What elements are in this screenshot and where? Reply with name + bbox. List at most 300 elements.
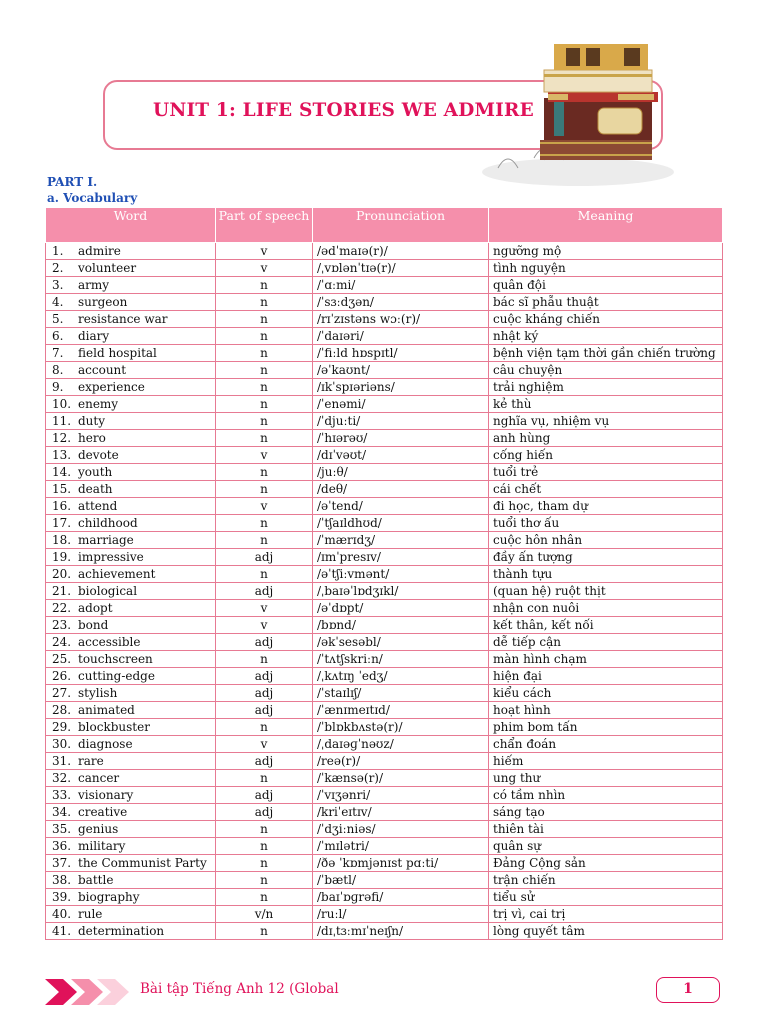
part-of-speech-cell: n [216,430,313,447]
meaning-cell: kiểu cách [489,685,723,702]
word-cell [46,872,216,889]
table-body [46,243,723,940]
row-number: 33. [52,788,72,802]
word-cell [46,736,216,753]
meaning-cell: cuộc kháng chiến [489,311,723,328]
meaning-cell: nghĩa vụ, nhiệm vụ [489,413,723,430]
table-row [46,396,723,413]
row-number: 25. [52,652,72,666]
meaning-cell: cống hiến [489,447,723,464]
pronunciation-cell: /reə(r)/ [313,753,489,770]
word-cell [46,634,216,651]
table-row [46,821,723,838]
footer-text: Bài tập Tiếng Anh 12 (Global [140,981,339,997]
pronunciation-cell: /əˈdɒpt/ [313,600,489,617]
row-number: 29. [52,720,72,734]
part-of-speech-cell: adj [216,685,313,702]
pronunciation-cell: /ˈtʌtʃskriːn/ [313,651,489,668]
word-cell [46,277,216,294]
pronunciation-cell: /ˈɑːmi/ [313,277,489,294]
column-header-part-of-speech: Part of speech [216,208,313,243]
part-of-speech-cell: v/n [216,906,313,923]
word-cell [46,617,216,634]
table-row [46,413,723,430]
row-number: 26. [52,669,72,683]
meaning-cell: tình nguyện [489,260,723,277]
meaning-cell: nhật ký [489,328,723,345]
meaning-cell: chẩn đoán [489,736,723,753]
meaning-cell: quân đội [489,277,723,294]
row-number: 39. [52,890,72,904]
word-cell [46,413,216,430]
vocabulary-table [45,207,723,940]
meaning-cell: ung thư [489,770,723,787]
word-text: genius [78,822,119,836]
word-cell [46,481,216,498]
part-of-speech-cell: v [216,617,313,634]
column-header-pronunciation: Pronunciation [313,208,489,243]
table-row [46,260,723,277]
pronunciation-cell: /ˈtʃaɪldhʊd/ [313,515,489,532]
row-number: 5. [52,312,64,326]
row-number: 35. [52,822,72,836]
word-text: attend [78,499,118,513]
chevron-arrows-icon [45,977,131,1007]
pronunciation-cell: /ruːl/ [313,906,489,923]
word-text: battle [78,873,114,887]
table-row [46,532,723,549]
part-of-speech-cell: adj [216,668,313,685]
table-row [46,243,723,260]
meaning-cell: câu chuyện [489,362,723,379]
table-row [46,855,723,872]
pronunciation-cell: /ˈstaɪlɪʃ/ [313,685,489,702]
word-text: stylish [78,686,118,700]
word-text: touchscreen [78,652,153,666]
word-cell [46,804,216,821]
word-cell [46,923,216,940]
word-cell [46,821,216,838]
row-number: 2. [52,261,64,275]
unit-title: UNIT 1: LIFE STORIES WE ADMIRE [153,100,534,121]
word-cell [46,838,216,855]
part-of-speech-cell: n [216,277,313,294]
table-row [46,702,723,719]
column-header-word: Word [46,208,216,243]
word-text: youth [78,465,113,479]
pronunciation-cell: /bɒnd/ [313,617,489,634]
row-number: 20. [52,567,72,581]
part-of-speech-cell: adj [216,549,313,566]
part-of-speech-cell: n [216,855,313,872]
word-text: duty [78,414,106,428]
table-row [46,430,723,447]
pronunciation-cell: /ˌvɒlənˈtɪə(r)/ [313,260,489,277]
part-of-speech-cell: adj [216,804,313,821]
pronunciation-cell: /ˈkænsə(r)/ [313,770,489,787]
pronunciation-cell: /ˈhɪərəʊ/ [313,430,489,447]
part-of-speech-cell: n [216,328,313,345]
word-cell [46,311,216,328]
row-number: 10. [52,397,72,411]
meaning-cell: tiểu sử [489,889,723,906]
word-cell [46,702,216,719]
word-cell [46,294,216,311]
table-row [46,923,723,940]
word-text: the Communist Party [78,856,207,870]
word-text: resistance war [78,312,168,326]
row-number: 12. [52,431,72,445]
row-number: 23. [52,618,72,632]
pronunciation-cell: /ˈdʒiːniəs/ [313,821,489,838]
meaning-cell: có tầm nhìn [489,787,723,804]
row-number: 37. [52,856,72,870]
word-text: determination [78,924,165,938]
table-row [46,294,723,311]
word-text: diagnose [78,737,133,751]
row-number: 19. [52,550,72,564]
pronunciation-cell: /ˌkʌtɪŋ ˈedʒ/ [313,668,489,685]
meaning-cell: quân sự [489,838,723,855]
part-of-speech-cell: n [216,566,313,583]
row-number: 18. [52,533,72,547]
row-number: 34. [52,805,72,819]
word-cell [46,260,216,277]
word-text: hero [78,431,106,445]
word-text: achievement [78,567,156,581]
pronunciation-cell: /əkˈsesəbl/ [313,634,489,651]
pronunciation-cell: /ˈmærɪdʒ/ [313,532,489,549]
word-text: biological [78,584,138,598]
row-number: 28. [52,703,72,717]
part-of-speech-cell: n [216,396,313,413]
meaning-cell: thiên tài [489,821,723,838]
word-cell [46,515,216,532]
meaning-cell: cuộc hôn nhân [489,532,723,549]
word-cell [46,464,216,481]
part-of-speech-cell: n [216,413,313,430]
part-of-speech-cell: n [216,719,313,736]
word-cell [46,719,216,736]
pronunciation-cell: /baɪˈɒɡrəfi/ [313,889,489,906]
meaning-cell: bác sĩ phẫu thuật [489,294,723,311]
word-cell [46,583,216,600]
word-cell [46,396,216,413]
pronunciation-cell: /ɪmˈpresɪv/ [313,549,489,566]
part-of-speech-cell: v [216,447,313,464]
row-number: 31. [52,754,72,768]
table-row [46,770,723,787]
meaning-cell: dễ tiếp cận [489,634,723,651]
meaning-cell: tuổi thơ ấu [489,515,723,532]
table-row [46,566,723,583]
row-number: 21. [52,584,72,598]
word-text: cutting-edge [78,669,155,683]
word-text: devote [78,448,119,462]
row-number: 14. [52,465,72,479]
pronunciation-cell: /ˈfiːld hɒspɪtl/ [313,345,489,362]
word-text: childhood [78,516,138,530]
word-cell [46,668,216,685]
part-of-speech-cell: n [216,294,313,311]
part-of-speech-cell: v [216,736,313,753]
table-row [46,549,723,566]
meaning-cell: kẻ thù [489,396,723,413]
row-number: 9. [52,380,64,394]
part-of-speech-cell: n [216,362,313,379]
part-of-speech-cell: adj [216,702,313,719]
pronunciation-cell: /ˈblɒkbʌstə(r)/ [313,719,489,736]
word-text: cancer [78,771,120,785]
part-of-speech-cell: n [216,872,313,889]
meaning-cell: đi học, tham dự [489,498,723,515]
meaning-cell: nhận con nuôi [489,600,723,617]
part-of-speech-cell: n [216,651,313,668]
part-of-speech-cell: adj [216,753,313,770]
row-number: 13. [52,448,72,462]
word-text: surgeon [78,295,128,309]
pronunciation-cell: /ˈsɜːdʒən/ [313,294,489,311]
word-cell [46,787,216,804]
table-row [46,685,723,702]
row-number: 27. [52,686,72,700]
meaning-cell: trận chiến [489,872,723,889]
word-cell [46,855,216,872]
pronunciation-cell: /juːθ/ [313,464,489,481]
word-cell [46,889,216,906]
row-number: 30. [52,737,72,751]
word-cell [46,362,216,379]
table-row [46,651,723,668]
word-text: impressive [78,550,144,564]
row-number: 3. [52,278,64,292]
pronunciation-cell: /dɪˈvəʊt/ [313,447,489,464]
pronunciation-cell: /ðə ˈkɒmjənɪst pɑːti/ [313,855,489,872]
table-row [46,838,723,855]
part-of-speech-cell: n [216,481,313,498]
page-number: 1 [656,977,720,1003]
word-cell [46,770,216,787]
table-row [46,481,723,498]
word-text: creative [78,805,128,819]
word-text: volunteer [78,261,137,275]
word-text: account [78,363,127,377]
word-cell [46,651,216,668]
word-text: diary [78,329,110,343]
row-number: 24. [52,635,72,649]
pronunciation-cell: /ˈbætl/ [313,872,489,889]
row-number: 32. [52,771,72,785]
part-of-speech-cell: n [216,923,313,940]
table-header-row [46,208,723,243]
table-row [46,906,723,923]
meaning-cell: tuổi trẻ [489,464,723,481]
table-row [46,328,723,345]
pronunciation-cell: /ˈdaɪəri/ [313,328,489,345]
part-label: PART I. [47,175,98,189]
word-text: admire [78,244,121,258]
meaning-cell: (quan hệ) ruột thịt [489,583,723,600]
pronunciation-cell: /ˌbaɪəˈlɒdʒɪkl/ [313,583,489,600]
pronunciation-cell: /ˈdjuːti/ [313,413,489,430]
meaning-cell: thành tựu [489,566,723,583]
part-of-speech-cell: n [216,532,313,549]
table-row [46,668,723,685]
table-row [46,804,723,821]
table-row [46,889,723,906]
table-row [46,617,723,634]
pronunciation-cell: /ˈvɪʒənri/ [313,787,489,804]
word-cell [46,753,216,770]
table-row [46,515,723,532]
table-row [46,787,723,804]
part-of-speech-cell: v [216,600,313,617]
part-of-speech-cell: v [216,243,313,260]
table-row [46,447,723,464]
row-number: 7. [52,346,64,360]
word-cell [46,328,216,345]
books-illustration [478,40,678,190]
word-text: bond [78,618,109,632]
word-text: accessible [78,635,141,649]
part-of-speech-cell: n [216,889,313,906]
row-number: 16. [52,499,72,513]
pronunciation-cell: /əˈtend/ [313,498,489,515]
table-row [46,736,723,753]
word-cell [46,345,216,362]
word-text: biography [78,890,140,904]
part-of-speech-cell: n [216,838,313,855]
word-cell [46,532,216,549]
word-text: experience [78,380,145,394]
meaning-cell: lòng quyết tâm [489,923,723,940]
part-of-speech-cell: n [216,311,313,328]
word-text: enemy [78,397,119,411]
part-of-speech-cell: v [216,260,313,277]
pronunciation-cell: /kriˈeɪtɪv/ [313,804,489,821]
pronunciation-cell: /ˈmɪlətri/ [313,838,489,855]
word-cell [46,430,216,447]
word-cell [46,906,216,923]
table-row [46,362,723,379]
word-cell [46,566,216,583]
word-cell [46,447,216,464]
meaning-cell: hiếm [489,753,723,770]
word-cell [46,243,216,260]
row-number: 41. [52,924,72,938]
table-row [46,345,723,362]
meaning-cell: Đảng Cộng sản [489,855,723,872]
row-number: 6. [52,329,64,343]
word-cell [46,685,216,702]
table-row [46,464,723,481]
table-row [46,634,723,651]
pronunciation-cell: /ˈenəmi/ [313,396,489,413]
section-label: a. Vocabulary [47,191,138,205]
table-row [46,753,723,770]
word-text: marriage [78,533,134,547]
word-text: rule [78,907,103,921]
part-of-speech-cell: n [216,821,313,838]
part-of-speech-cell: v [216,498,313,515]
table-row [46,719,723,736]
row-number: 38. [52,873,72,887]
table-row [46,379,723,396]
part-of-speech-cell: adj [216,634,313,651]
word-text: death [78,482,113,496]
pronunciation-cell: /rɪˈzɪstəns wɔː(r)/ [313,311,489,328]
row-number: 15. [52,482,72,496]
row-number: 4. [52,295,64,309]
meaning-cell: phim bom tấn [489,719,723,736]
row-number: 40. [52,907,72,921]
word-text: blockbuster [78,720,150,734]
part-of-speech-cell: adj [216,787,313,804]
word-text: adopt [78,601,113,615]
pronunciation-cell: /ˌdaɪəɡˈnəʊz/ [313,736,489,753]
word-text: rare [78,754,104,768]
meaning-cell: trị vì, cai trị [489,906,723,923]
row-number: 1. [52,244,64,258]
table-row [46,277,723,294]
meaning-cell: màn hình chạm [489,651,723,668]
word-text: field hospital [78,346,157,360]
meaning-cell: hiện đại [489,668,723,685]
row-number: 22. [52,601,72,615]
table-row [46,311,723,328]
table-row [46,872,723,889]
meaning-cell: trải nghiệm [489,379,723,396]
row-number: 8. [52,363,64,377]
row-number: 11. [52,414,72,428]
pronunciation-cell: /deθ/ [313,481,489,498]
part-of-speech-cell: adj [216,583,313,600]
pronunciation-cell: /əˈtʃiːvmənt/ [313,566,489,583]
column-header-meaning: Meaning [489,208,723,243]
word-cell [46,549,216,566]
word-cell [46,600,216,617]
pronunciation-cell: /ɪkˈspɪəriəns/ [313,379,489,396]
word-text: military [78,839,126,853]
row-number: 36. [52,839,72,853]
row-number: 17. [52,516,72,530]
part-of-speech-cell: n [216,345,313,362]
word-cell [46,498,216,515]
meaning-cell: anh hùng [489,430,723,447]
part-of-speech-cell: n [216,379,313,396]
word-text: visionary [78,788,134,802]
meaning-cell: sáng tạo [489,804,723,821]
word-cell [46,379,216,396]
pronunciation-cell: /dɪˌtɜːmɪˈneɪʃn/ [313,923,489,940]
part-of-speech-cell: n [216,464,313,481]
meaning-cell: bệnh viện tạm thời gần chiến trường [489,345,723,362]
word-text: animated [78,703,135,717]
word-text: army [78,278,110,292]
meaning-cell: kết thân, kết nối [489,617,723,634]
table-row [46,583,723,600]
meaning-cell: ngưỡng mộ [489,243,723,260]
pronunciation-cell: /ˈænɪmeɪtɪd/ [313,702,489,719]
meaning-cell: cái chết [489,481,723,498]
table-row [46,600,723,617]
meaning-cell: hoạt hình [489,702,723,719]
pronunciation-cell: /əˈkaʊnt/ [313,362,489,379]
part-of-speech-cell: n [216,770,313,787]
meaning-cell: đầy ấn tượng [489,549,723,566]
pronunciation-cell: /ədˈmaɪə(r)/ [313,243,489,260]
part-of-speech-cell: n [216,515,313,532]
